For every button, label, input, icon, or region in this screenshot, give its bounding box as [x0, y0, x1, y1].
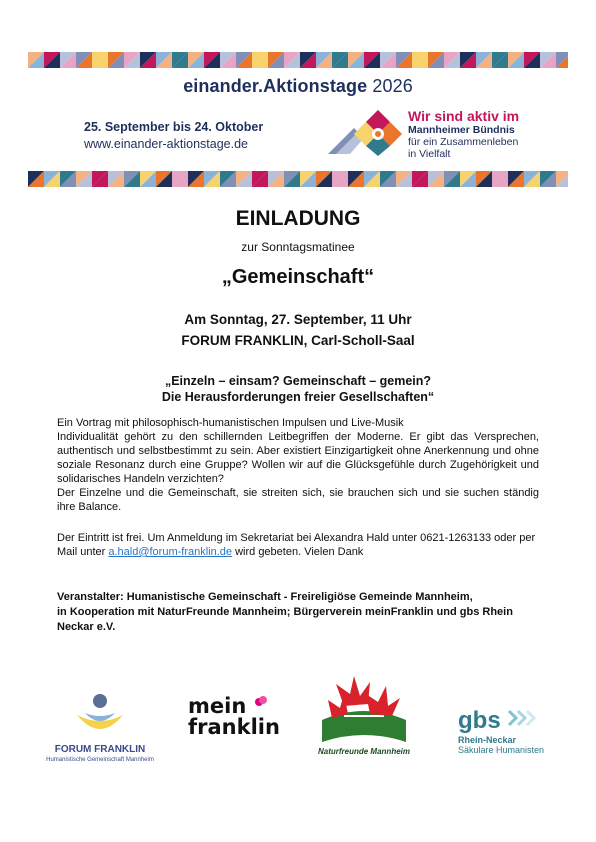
- campaign-dates: 25. September bis 24. Oktober: [84, 120, 264, 134]
- alliance-headline: Wir sind aktiv im: [408, 108, 520, 124]
- event-date-time: Am Sonntag, 27. September, 11 Uhr: [184, 312, 412, 327]
- campaign-year: 2026: [372, 76, 413, 96]
- registration-note: [57, 531, 539, 559]
- alliance-line-2: für ein Zusammenleben: [408, 136, 519, 148]
- alliance-line-3: in Vielfalt: [408, 148, 451, 160]
- description-paragraph-2: Der Einzelne und die Gemeinschaft, sie streiten sich, sie brauchen sich und sie suchen ständig ihre Balance.: [57, 487, 539, 513]
- decorative-triangle-band-top: [28, 52, 568, 68]
- naturfreunde-flower-icon: [314, 670, 414, 746]
- alliance-line-1: Mannheimer Bündnis: [408, 124, 515, 136]
- mein-franklin-word-1-text: mein: [188, 694, 247, 718]
- event-subtitle-line-1: „Einzeln – einsam? Gemeinschaft – gemein?: [164, 374, 432, 388]
- invitation-heading: EINLADUNG: [235, 207, 361, 230]
- naturfreunde-logo: [308, 670, 420, 756]
- description-intro: Ein Vortrag mit philosophisch-humanistischen Impulsen und Live-Musik: [57, 417, 404, 429]
- gbs-region: Rhein-Neckar: [458, 735, 517, 745]
- alliance-diamond-logo: [324, 106, 402, 156]
- decorative-triangle-band-bottom: [28, 171, 568, 187]
- organizer-line-2: in Kooperation mit NaturFreunde Mannheim; Bürgerverein meinFranklin und gbs Rhein Neckar e.V.: [57, 606, 513, 633]
- event-topic: „Gemeinschaft“: [221, 266, 375, 288]
- alliance-statement: [408, 109, 519, 160]
- event-subtitle-line-2: Die Herausforderungen freier Gesellschaften“: [161, 390, 435, 404]
- gbs-subtitle: Säkulare Humanisten: [458, 745, 545, 755]
- description-paragraph-1: Individualität gehört zu den schillernden Leitbegriffen der Moderne. Er gibt das Versprechen, authentisch und selbstbestimmt zu sein. Aber existiert Einzigartigkeit ohne Anerkennung und ohne soziale Resonanz durch eine Gruppe? Wollen wir auf die Glücksgefühle durch Zugehörigkeit und solidarisches Handeln verzichten?: [57, 431, 539, 485]
- registration-suffix: wird gebeten. Vielen Dank: [235, 546, 364, 558]
- campaign-name: einander.Aktionstage: [183, 76, 368, 96]
- event-location: FORUM FRANKLIN, Carl-Scholl-Saal: [181, 333, 415, 348]
- email-link[interactable]: a.hald@forum-franklin.de: [108, 546, 233, 558]
- organizer-line-1: Veranstalter: Humanistische Gemeinschaft - Freireligiöse Gemeinde Mannheim,: [57, 591, 473, 603]
- invitation-subheading: zur Sonntagsmatinee: [241, 240, 355, 254]
- mein-franklin-logo: [188, 696, 280, 738]
- organizer-note: [57, 590, 547, 635]
- event-description: [57, 416, 539, 514]
- forum-franklin-logo: [30, 693, 170, 763]
- pink-blossom-icon: [254, 696, 268, 708]
- forum-figure-icon: [71, 693, 129, 737]
- forum-franklin-name: FORUM FRANKLIN: [54, 744, 146, 755]
- registration-text: Der Eintritt ist frei. Um Anmeldung im Sekretariat bei Alexandra Hald unter 0621-1263133 oder per Mail unter: [57, 532, 536, 558]
- gbs-logo: [458, 708, 544, 755]
- mein-franklin-word-1: [188, 696, 280, 717]
- gbs-name: [458, 708, 544, 733]
- naturfreunde-name: Naturfreunde Mannheim: [317, 747, 410, 756]
- gbs-chevrons-icon: [507, 708, 537, 728]
- forum-franklin-subtitle: Humanistische Gemeinschaft Mannheim: [46, 757, 154, 763]
- campaign-website-link[interactable]: www.einander-aktionstage.de: [84, 137, 248, 151]
- event-subtitle: [0, 373, 596, 405]
- gbs-name-text: gbs: [458, 707, 501, 734]
- campaign-title: [0, 76, 596, 97]
- mein-franklin-word-2: franklin: [188, 715, 280, 739]
